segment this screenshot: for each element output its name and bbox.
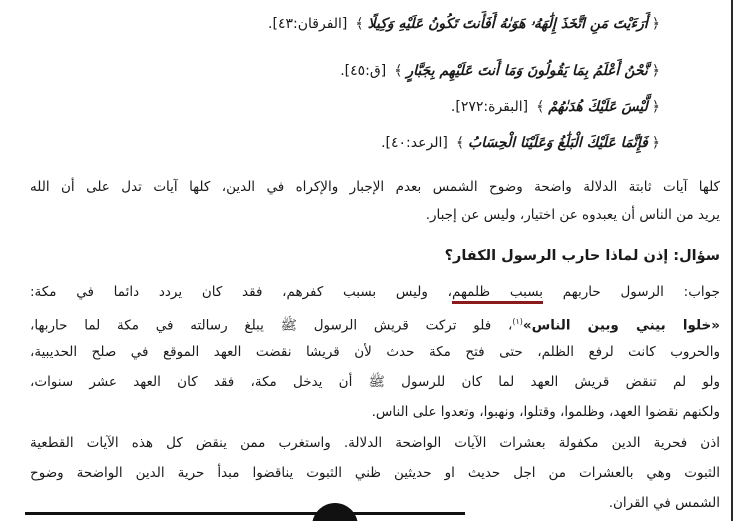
verse-close-bracket: ﴾ (355, 16, 364, 32)
verse-3 (451, 99, 660, 115)
paragraph-3-line-3: الشمس في القران. (608, 495, 720, 511)
footnote-marker: (١) (512, 317, 523, 326)
verse-reference: [الرعد:٤٠]. (381, 135, 448, 151)
verse-text: أَرَءَيْتَ مَنِ اتَّخَذَ إِلَٰهَهُۥ هَوَىٰهُ أَفَأَنتَ تَكُونُ عَلَيْهِ وَكِيلًا (367, 16, 648, 32)
footer-rule (25, 512, 465, 515)
answer-line-1 (30, 282, 720, 302)
quoted-saying: «خلوا بيني وبين الناس» (522, 317, 720, 334)
verse-close-bracket: ﴾ (455, 135, 465, 151)
verse-open-bracket: ﴿ (651, 135, 660, 151)
verse-reference: [البقرة:٢٧٢]. (450, 99, 529, 115)
verse-text: لَّيْسَ عَلَيْكَ هُدَىٰهُمْ (548, 99, 648, 115)
question-heading: سؤال: إذن لماذا حارب الرسول الكفار؟ (444, 248, 720, 264)
answer-line-1-rest: ، وليس بسبب كفرهم، فقد كان يردد دائما في مكة: (30, 284, 452, 300)
page-border (731, 0, 733, 521)
verse-reference: [الفرقان:٤٣]. (268, 16, 348, 32)
answer-line-2-rest: ، فلو تركت قريش الرسول ﷺ يبلغ رسالته في مكة لما حاربها، (30, 317, 513, 334)
paragraph-3-line-1: اذن فحرية الدين مكفولة بعشرات الآيات الواضحة الدلالة. واستغرب ممن ينقض كل هذه الآيات القطعية (30, 435, 720, 451)
verse-close-bracket: ﴾ (394, 63, 403, 79)
underlined-phrase: بسبب ظلمهم (452, 284, 543, 304)
verse-open-bracket: ﴿ (651, 63, 660, 79)
answer-label-text: جواب: الرسول حاربهم (543, 284, 720, 300)
verse-text: فَإِنَّمَا عَلَيْكَ الْبَلَٰغُ وَعَلَيْنَا الْحِسَابُ (468, 135, 648, 151)
paragraph-1-line-1: كلها آيات ثابتة الدلالة واضحة وضوح الشمس بعدم الإجبار والإكراه في الدين، كلها آيات تدل على أن الله (30, 179, 720, 195)
answer-line-3: والحروب كانت لرفع الظلم، حتى فتح مكة حدث لأن قريشا نقضت العهد الموقع في صلح الحديبية، (30, 344, 720, 360)
verse-text: نَّحْنُ أَعْلَمُ بِمَا يَقُولُونَ وَمَا أَنتَ عَلَيْهِم بِجَبَّارٍ (406, 63, 648, 79)
paragraph-3-line-2: الثبوت وهي بالعشرات من اجل حديث او حديثين ظني الثبوت يناقضوا مبدأ حرية الدين الواضحة وضوح (30, 465, 720, 481)
verse-close-bracket: ﴾ (536, 99, 545, 115)
verse-reference: [ق:٤٥]. (340, 63, 387, 79)
verse-4 (381, 135, 660, 151)
answer-line-2 (30, 312, 720, 336)
answer-line-5: ولكنهم نقضوا العهد، وظلموا، وقتلوا، ونهبوا، وتعدوا على الناس. (371, 404, 720, 420)
verse-1 (268, 16, 660, 32)
paragraph-1-line-2: يريد من الناس أن يعبدوه عن اختيار، وليس عن إجبار. (425, 207, 720, 223)
answer-line-4: ولو لم تنقض قريش العهد لما كان للرسول ﷺ أن يدخل مكة، فقد كان العهد عشر سنوات، (30, 374, 720, 390)
verse-2 (340, 63, 660, 79)
verse-open-bracket: ﴿ (651, 16, 660, 32)
verse-open-bracket: ﴿ (651, 99, 660, 115)
